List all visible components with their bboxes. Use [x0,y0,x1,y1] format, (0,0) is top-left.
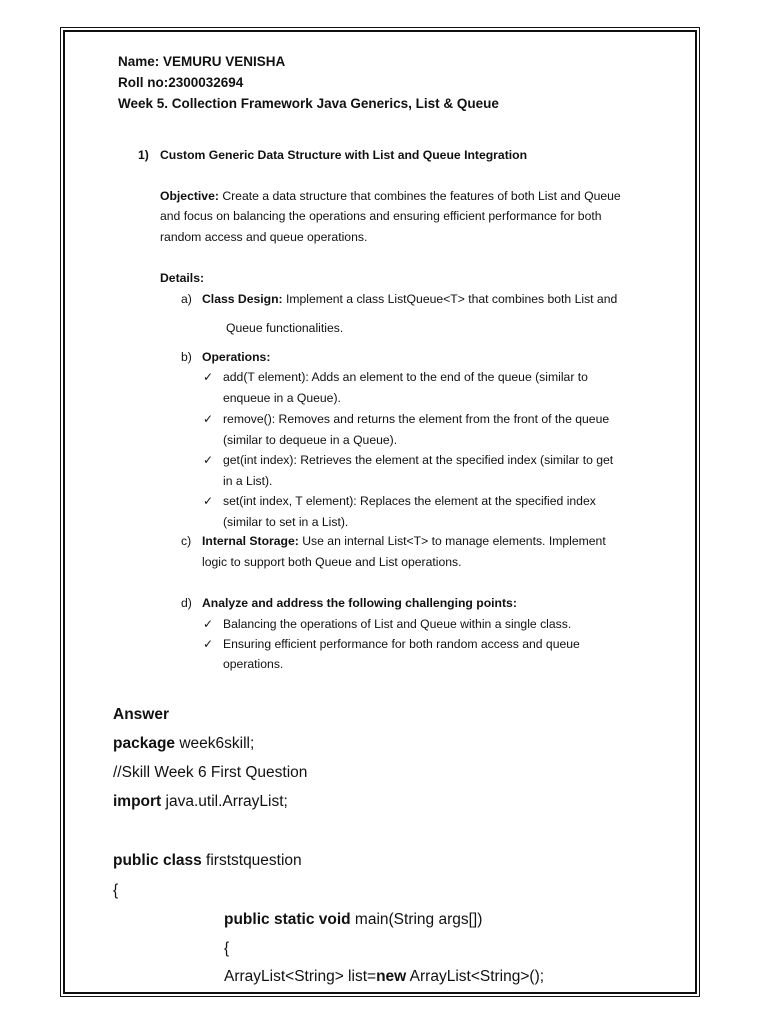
code-line-comment: //Skill Week 6 First Question [113,764,308,781]
code-line-main: public static void main(String args[]) [224,911,483,928]
item-d-marker: d) [181,596,192,610]
code-line-brace-open-2: { [224,940,230,957]
code-line-brace-open: { [113,882,119,899]
student-name: Name: VEMURU VENISHA [118,54,286,69]
check-icon: ✓ [203,617,214,631]
check-icon: ✓ [203,453,214,467]
check-icon: ✓ [203,370,214,384]
objective-line-1: Objective: Create a data structure that combines the features of both List and Queue [160,189,621,203]
challenge-2-line-2: operations. [223,657,284,671]
operation-set-line-1: set(int index, T element): Replaces the element at the specified index [223,494,596,508]
check-icon: ✓ [203,494,214,508]
code-line-arraylist: ArrayList<String> list=new ArrayList<String>(); [224,968,545,985]
operation-add-line-2: enqueue in a Queue). [223,391,341,405]
operation-get-line-1: get(int index): Retrieves the element at the specified index (similar to get [223,453,614,467]
challenge-1: Balancing the operations of List and Queue within a single class. [223,617,572,631]
item-a-marker: a) [181,292,192,306]
item-c-marker: c) [181,534,192,548]
code-line-import: import java.util.ArrayList; [113,793,288,810]
question-number: 1) [138,148,149,162]
page-border [63,30,697,994]
item-b-marker: b) [181,350,192,364]
item-a-continuation: Queue functionalities. [226,321,344,335]
operation-remove-line-2: (similar to dequeue in a Queue). [223,433,398,447]
code-line-class: public class firststquestion [113,852,302,869]
operation-add-line-1: add(T element): Adds an element to the end of the queue (similar to [223,370,588,384]
question-title: Custom Generic Data Structure with List and Queue Integration [160,148,528,162]
roll-number: Roll no:2300032694 [118,75,244,90]
details-label: Details: [160,271,205,285]
operation-get-line-2: in a List). [223,474,273,488]
operation-remove-line-1: remove(): Removes and returns the element from the front of the queue [223,412,610,426]
code-line-package: package week6skill; [113,735,255,752]
item-d-label: Analyze and address the following challenging points: [202,596,517,610]
objective-line-2: and focus on balancing the operations and ensuring efficient performance for both [160,209,602,223]
week-title: Week 5. Collection Framework Java Generics, List & Queue [118,96,499,111]
answer-heading: Answer [113,706,169,723]
check-icon: ✓ [203,637,214,651]
operation-set-line-2: (similar to set in a List). [223,515,349,529]
challenge-2-line-1: Ensuring efficient performance for both random access and queue [223,637,580,651]
objective-line-3: random access and queue operations. [160,230,368,244]
item-c-text: Internal Storage: Use an internal List<T> to manage elements. Implement [202,534,606,548]
check-icon: ✓ [203,412,214,426]
item-b-label: Operations: [202,350,271,364]
item-c-continuation: logic to support both Queue and List operations. [202,555,462,569]
objective-label: Objective: [160,189,219,203]
item-a-text: Class Design: Implement a class ListQueue<T> that combines both List and [202,292,618,306]
